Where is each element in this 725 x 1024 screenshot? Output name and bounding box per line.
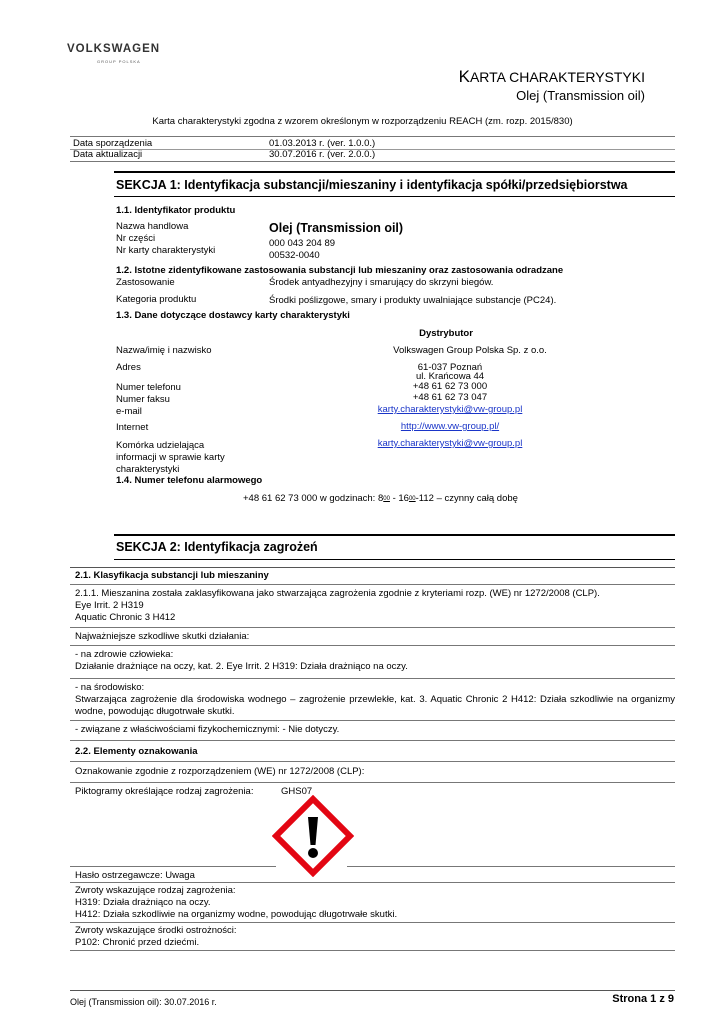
name-value: Volkswagen Group Polska Sp. z o.o. xyxy=(393,345,547,356)
date-created-label: Data sporządzenia xyxy=(73,138,153,149)
use-label: Zastosowanie xyxy=(116,277,175,288)
fax-label: Numer faksu xyxy=(116,394,170,405)
environment-heading: - na środowisko: xyxy=(75,682,145,693)
info-unit-label-3: charakterystyki xyxy=(116,464,180,475)
s11-title: 1.1. Identyfikator produktu xyxy=(116,205,236,216)
pictogram-label: Piktogramy określające rodzaj zagrożenia: xyxy=(75,786,254,797)
page-number: Strona 1 z 9 xyxy=(612,993,674,1005)
title-initial: K xyxy=(458,67,470,86)
part-no-value: 000 043 204 89 xyxy=(269,238,336,249)
company-logo: VOLKSWAGEN xyxy=(67,43,161,55)
s22-title: 2.2. Elementy oznakowania xyxy=(75,746,198,757)
footer-doc-info: Olej (Transmission oil): 30.07.2016 r. xyxy=(70,997,217,1007)
hazard-heading: Zwroty wskazujące rodzaj zagrożenia: xyxy=(75,885,236,896)
s211-line-3: Aquatic Chronic 3 H412 xyxy=(75,612,176,623)
email-link[interactable]: karty.charakterystyki@vw-group.pl xyxy=(377,404,523,415)
health-text: Działanie drażniące na oczy, kat. 2. Eye Irrit. 2 H319: Działa drażniąco na oczy. xyxy=(75,661,408,672)
fax-value: +48 61 62 73 047 xyxy=(412,392,488,403)
section-2-title: SEKCJA 2: Identyfikacja zagrożeń xyxy=(116,540,318,554)
info-unit-email-link[interactable]: karty.charakterystyki@vw-group.pl xyxy=(377,438,523,449)
emergency-text-3: -112 – czynny całą dobę xyxy=(415,493,518,504)
s13-title: 1.3. Dane dotyczące dostawcy karty charakterystyki xyxy=(116,310,350,321)
ghs07-exclamation-icon xyxy=(272,795,354,877)
emergency-text-1: +48 61 62 73 000 w godzinach: 8 xyxy=(243,493,384,504)
h319-text: H319: Działa drażniąco na oczy. xyxy=(75,897,211,908)
email-label: e-mail xyxy=(116,406,142,417)
section-1-title: SEKCJA 1: Identyfikacja substancji/mieszaniny i identyfikacja spółki/przedsiębiorstwa xyxy=(116,178,628,192)
info-unit-label-2: informacji w sprawie karty xyxy=(116,452,225,463)
s12-title: 1.2. Istotne zidentyfikowane zastosowania substancji lub mieszaniny oraz zastosowania odradzane xyxy=(116,265,564,276)
precaution-heading: Zwroty wskazujące środki ostrożności: xyxy=(75,925,237,936)
s14-title: 1.4. Numer telefonu alarmowego xyxy=(116,475,263,486)
emergency-sup-1: 00 xyxy=(383,496,390,502)
name-label: Nazwa/imię i nazwisko xyxy=(116,345,212,356)
p102-text: P102: Chronić przed dziećmi. xyxy=(75,937,200,948)
part-no-label: Nr części xyxy=(116,233,156,244)
effects-title: Najważniejsze szkodliwe skutki działania: xyxy=(75,631,250,642)
emergency-phone xyxy=(243,493,518,505)
document-title xyxy=(459,67,645,87)
address-line-1: 61-037 Poznań xyxy=(417,362,483,373)
date-created-value: 01.03.2013 r. (ver. 1.0.0.) xyxy=(269,138,376,149)
internet-label: Internet xyxy=(116,422,149,433)
environment-text: Stwarzająca zagrożenie dla środowiska wodnego – zagrożenie przewlekłe, kat. 3. Aquatic Chronic 2 H412: Działa szkodliwie na organizmy wodne, powodując długotrwałe skutki. xyxy=(75,694,675,717)
date-updated-label: Data aktualizacji xyxy=(73,149,143,160)
distributor-heading: Dystrybutor xyxy=(419,328,473,339)
s21-title: 2.1. Klasyfikacja substancji lub mieszaniny xyxy=(75,570,269,581)
s211-line-2: Eye Irrit. 2 H319 xyxy=(75,600,144,611)
emergency-sup-2: 00 xyxy=(408,496,416,502)
pictogram-code: GHS07 xyxy=(281,786,313,797)
trade-name-label: Nazwa handlowa xyxy=(116,221,189,232)
emergency-text-2: - 16 xyxy=(389,493,409,504)
phone-value: +48 61 62 73 000 xyxy=(412,381,488,392)
company-logo-subtitle: GROUP POLSKA xyxy=(97,59,141,64)
category-value: Środki poślizgowe, smary i produkty uwalniające substancje (PC24). xyxy=(269,295,557,306)
intro-text: Karta charakterystyki zgodna z wzorem określonym w rozporządzeniu REACH (zm. rozp. 2015/830) xyxy=(152,116,573,127)
document-subtitle: Olej (Transmission oil) xyxy=(516,88,645,103)
signal-word: Hasło ostrzegawcze: Uwaga xyxy=(75,870,195,881)
h412-text: H412: Działa szkodliwie na organizmy wodne, powodując długotrwałe skutki. xyxy=(75,909,398,920)
date-updated-value: 30.07.2016 r. (ver. 2.0.0.) xyxy=(269,149,376,160)
s211-line-1: 2.1.1. Mieszanina została zaklasyfikowana jako stwarzająca zagrożenia zgodnie z kryteriami rozp. (WE) nr 1272/2008 (CLP). xyxy=(75,588,600,599)
address-label: Adres xyxy=(116,362,141,373)
phone-label: Numer telefonu xyxy=(116,382,181,393)
title-rest: ARTA CHARAKTERYSTYKI xyxy=(469,69,645,85)
category-label: Kategoria produktu xyxy=(116,294,197,305)
trade-name-value: Olej (Transmission oil) xyxy=(269,221,404,235)
health-heading: - na zdrowie człowieka: xyxy=(75,649,174,660)
address-line-2: ul. Krańcowa 44 xyxy=(415,371,485,382)
labelling-text: Oznakowanie zgodnie z rozporządzeniem (WE) nr 1272/2008 (CLP): xyxy=(75,766,365,777)
internet-link[interactable]: http://www.vw-group.pl/ xyxy=(400,421,500,432)
sheet-no-value: 00532-0040 xyxy=(269,250,320,261)
use-value: Środek antyadhezyjny i smarujący do skrzyni biegów. xyxy=(269,277,494,288)
physchem-text: - związane z właściwościami fizykochemicznymi: - Nie dotyczy. xyxy=(75,724,340,735)
sheet-no-label: Nr karty charakterystyki xyxy=(116,245,216,256)
info-unit-label-1: Komórka udzielająca xyxy=(116,440,205,451)
